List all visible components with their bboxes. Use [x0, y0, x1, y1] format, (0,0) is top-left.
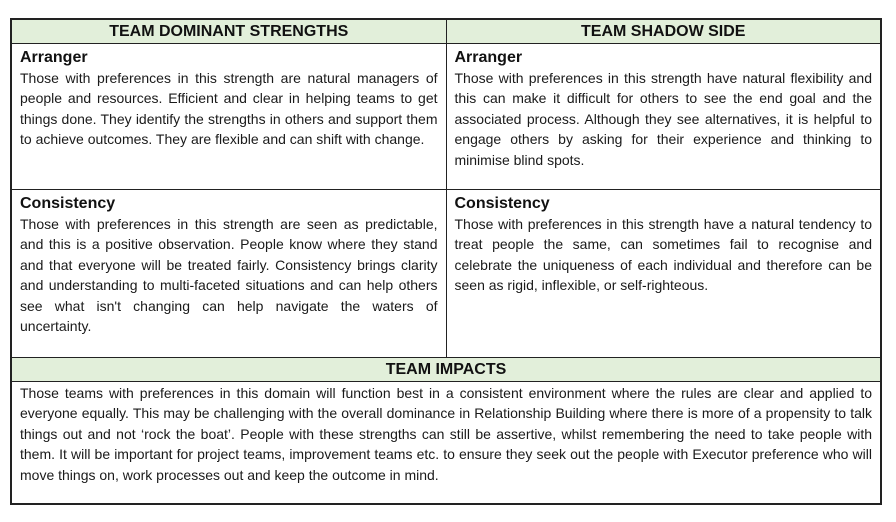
impacts-header-row [12, 358, 881, 382]
header-shadow: TEAM SHADOW SIDE [446, 20, 881, 44]
row-consistency [12, 190, 881, 358]
consistency-shadow-text: Those with preferences in this strength have a natural tendency to treat people the same, can sometimes fail to recognise and celebrate the uniqueness of each individual and therefore can be seen as rigid, inflexible, or self-righteous. [454, 216, 872, 294]
arranger-shadow-title: Arranger [454, 49, 523, 66]
impacts-body-row [12, 382, 881, 504]
consistency-shadow-cell [446, 190, 881, 358]
arranger-shadow-text: Those with preferences in this strength have natural flexibility and this can make it difficult for others to see the end goal and the associated process. Although they see alternatives, it is helpful to engage others by asking for their experience and thinking to minimise blind spots. [454, 70, 872, 168]
arranger-strength-text: Those with preferences in this strength are natural managers of people and resources. Efficient and clear in helping teams to get things done. They identify the strengths in others and support them to achieve outcomes. They are flexible and can shift with change. [20, 70, 438, 148]
strengths-table [10, 18, 882, 505]
row-arranger [12, 44, 881, 190]
arranger-strength-cell [12, 44, 447, 190]
impacts-text: Those teams with preferences in this domain will function best in a consistent environment where the rules are clear and applied to everyone equally. This may be challenging with the overall dominance in Relationship Building where there is more of a propensity to talk things out and not ‘rock the boat’. People with these strengths can still be assertive, whilst remembering the need to take people with them. It will be important for project teams, improvement teams etc. to ensure they seek out the people with Executor preference who will move things on, work processes out and keep the outcome in mind. [20, 385, 872, 483]
header-impacts: TEAM IMPACTS [12, 358, 881, 382]
strengths-grid [11, 19, 881, 504]
consistency-strength-cell [12, 190, 447, 358]
consistency-shadow-title: Consistency [454, 195, 550, 212]
impacts-cell [12, 382, 881, 504]
header-row [12, 20, 881, 44]
arranger-shadow-cell [446, 44, 881, 190]
consistency-strength-title: Consistency [20, 195, 116, 212]
header-strengths: TEAM DOMINANT STRENGTHS [12, 20, 447, 44]
arranger-strength-title: Arranger [20, 49, 88, 66]
consistency-strength-text: Those with preferences in this strength are seen as predictable, and this is a positive observation. People know where they stand and that everyone will be treated fairly. Consistency brings clarity and understanding to multi-faceted situations and can help others see what isn't changing can help navigate the waters of uncertainty. [20, 216, 438, 335]
